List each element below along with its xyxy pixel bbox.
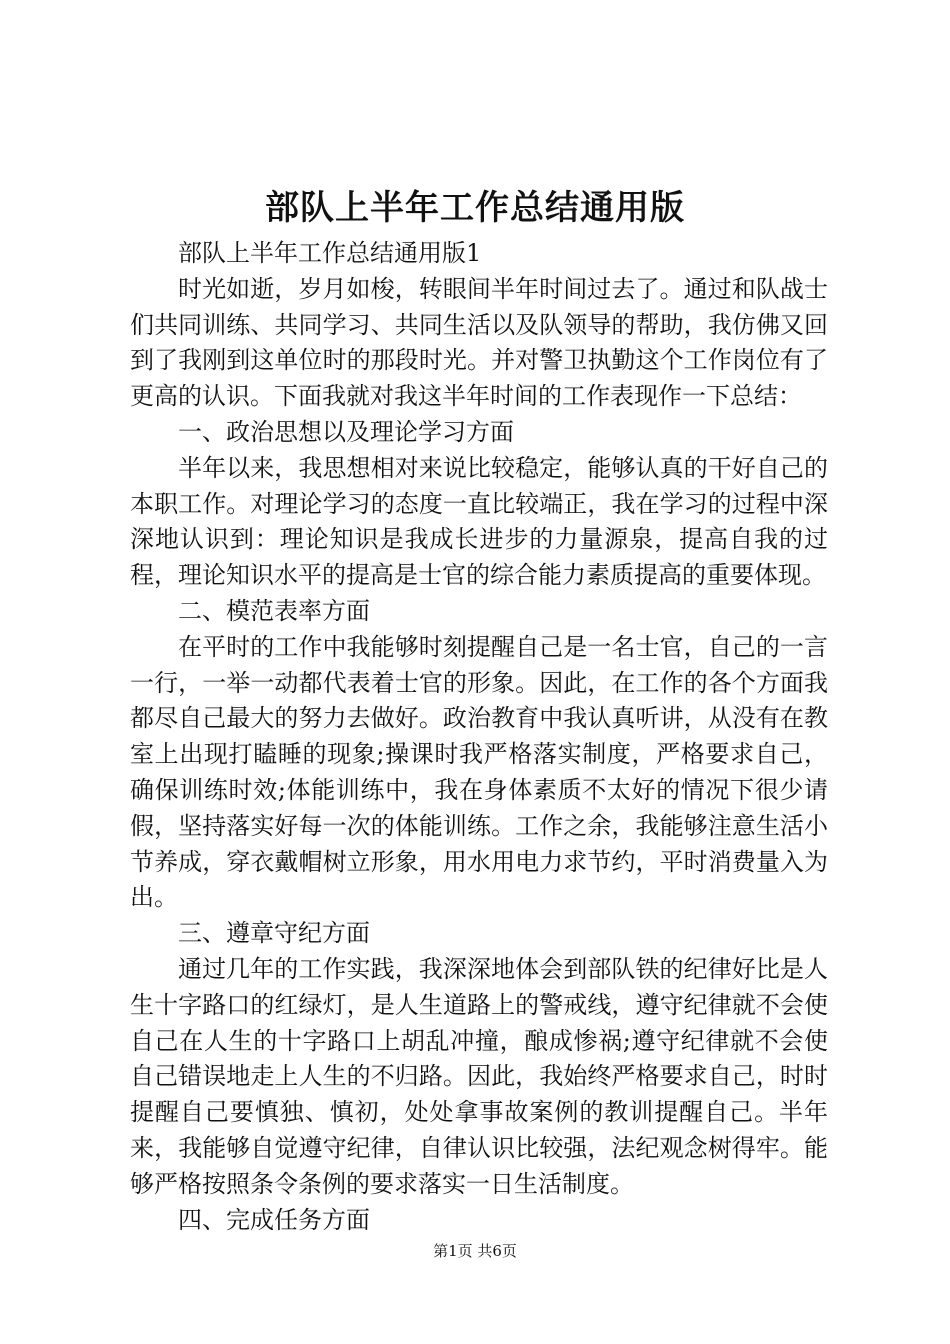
section-heading-tasks: 四、完成任务方面	[178, 1205, 370, 1234]
subtitle-paragraph: 部队上半年工作总结通用版1	[178, 239, 482, 267]
role-model-paragraph: 在平时的工作中我能够时刻提醒自己是一名士官，自己的一言一行，一举一动都代表着士官的形象。因此，在工作的各个方面我都尽自己最大的努力去做好。政治教育中我认真听讲，从没有在教室上出现打瞌睡的现象;操课时我严格落实制度，严格要求自己，确保训练时效;体能训练中，我在身体素质不太好的情况下很少请假，坚持落实好每一次的体能训练。工作之余，我能够注意生活小节养成，穿衣戴帽树立形象，用水用电力求节约，平时消费量入为出。	[130, 632, 828, 912]
intro-paragraph: 时光如逝，岁月如梭，转眼间半年时间过去了。通过和队战士们共同训练、共同学习、共同生活以及队领导的帮助，我仿佛又回到了我刚到这单位时的那段时光。并对警卫执勤这个工作岗位有了更高的认识。下面我就对我这半年时间的工作表现作一下总结：	[130, 274, 828, 411]
section-heading-role-model: 二、模范表率方面	[178, 596, 370, 625]
section-heading-discipline: 三、遵章守纪方面	[178, 919, 370, 948]
politics-paragraph: 半年以来，我思想相对来说比较稳定，能够认真的干好自己的本职工作。对理论学习的态度一直比较端正，我在学习的过程中深深地认识到：理论知识是我成长进步的力量源泉，提高自我的过程，理论知识水平的提高是士官的综合能力素质提高的重要体现。	[130, 453, 828, 590]
page-footer: 第1页 共6页	[433, 1242, 517, 1260]
document-body	[130, 236, 828, 1238]
discipline-paragraph: 通过几年的工作实践，我深深地体会到部队铁的纪律好比是人生十字路口的红绿灯，是人生道路上的警戒线，遵守纪律就不会使自己在人生的十字路口上胡乱冲撞，酿成惨祸;遵守纪律就不会使自己错误地走上人生的不归路。因此，我始终严格要求自己，时时提醒自己要慎独、慎初，处处拿事故案例的教训提醒自己。半年来，我能够自觉遵守纪律，自律认识比较强，法纪观念树得牢。能够严格按照条令条例的要求落实一日生活制度。	[130, 954, 828, 1198]
document-title: 部队上半年工作总结通用版	[265, 188, 685, 228]
section-heading-politics: 一、政治思想以及理论学习方面	[178, 417, 514, 446]
